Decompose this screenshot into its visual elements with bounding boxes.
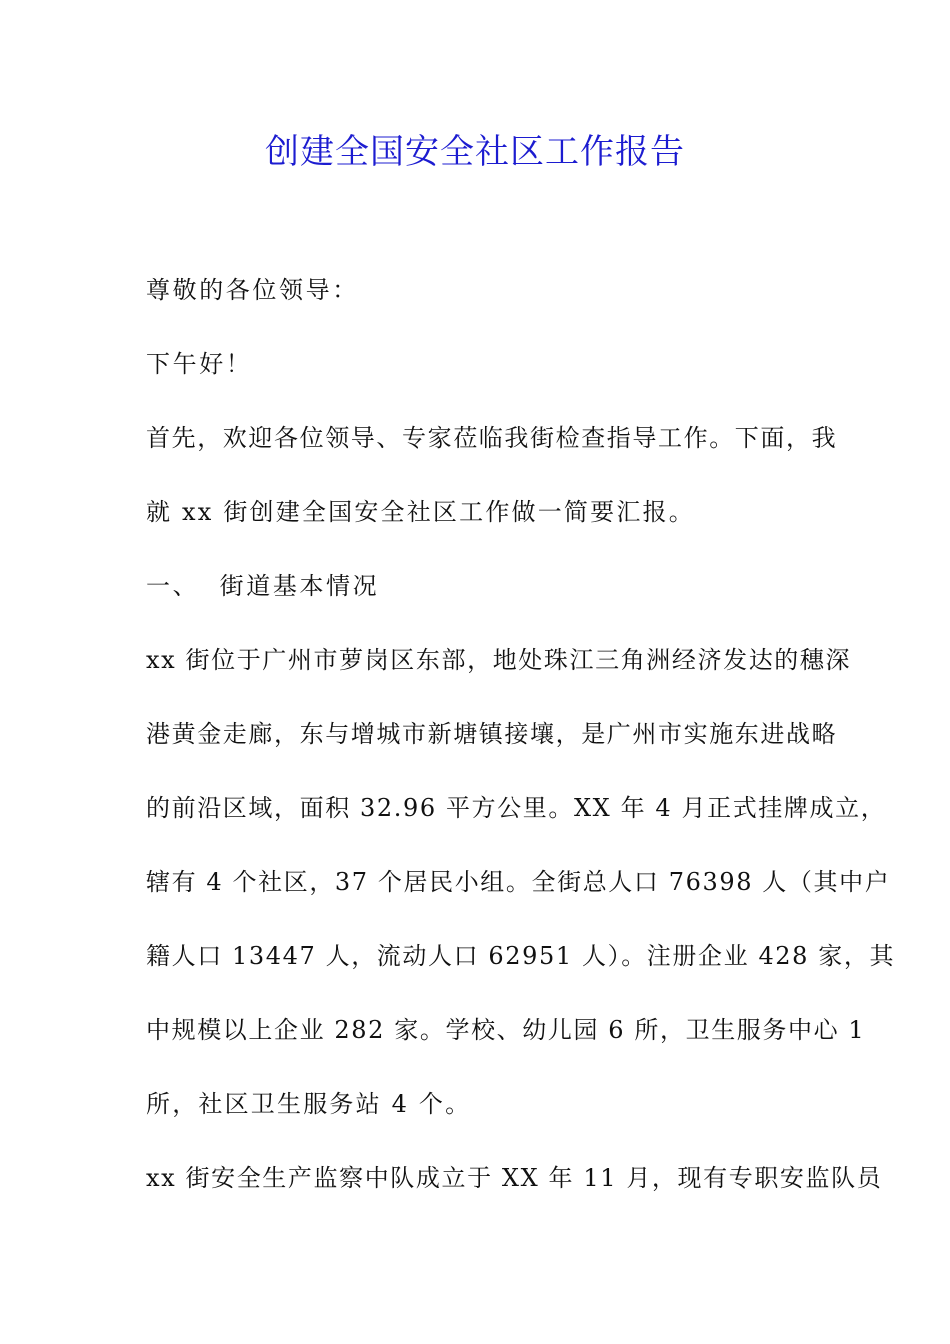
body-line: 首先，欢迎各位领导、专家莅临我街检查指导工作。下面，我 xyxy=(146,424,838,452)
section-heading: 一、 街道基本情况 xyxy=(146,572,380,600)
body-line: xx 街安全生产监察中队成立于 XX 年 11 月，现有专职安监队员 xyxy=(146,1164,883,1192)
body-line: 中规模以上企业 282 家。学校、幼儿园 6 所，卫生服务中心 1 xyxy=(146,1016,866,1044)
document-title: 创建全国安全社区工作报告 xyxy=(265,132,685,172)
body-line: 籍人口 13447 人，流动人口 62951 人）。注册企业 428 家，其 xyxy=(146,942,896,970)
salutation: 尊敬的各位领导： xyxy=(146,276,359,304)
body-line: 的前沿区域，面积 32.96 平方公里。XX 年 4 月正式挂牌成立， xyxy=(146,794,887,822)
body-line: 所，社区卫生服务站 4 个。 xyxy=(146,1090,472,1118)
greeting: 下午好！ xyxy=(146,350,253,378)
body-line: 港黄金走廊，东与增城市新塘镇接壤，是广州市实施东进战略 xyxy=(146,720,838,748)
body-line: 就 xx 街创建全国安全社区工作做一简要汇报。 xyxy=(146,498,695,526)
body-line: 辖有 4 个社区，37 个居民小组。全街总人口 76398 人（其中户 xyxy=(146,868,891,896)
body-line: xx 街位于广州市萝岗区东部，地处珠江三角洲经济发达的穗深 xyxy=(146,646,852,674)
